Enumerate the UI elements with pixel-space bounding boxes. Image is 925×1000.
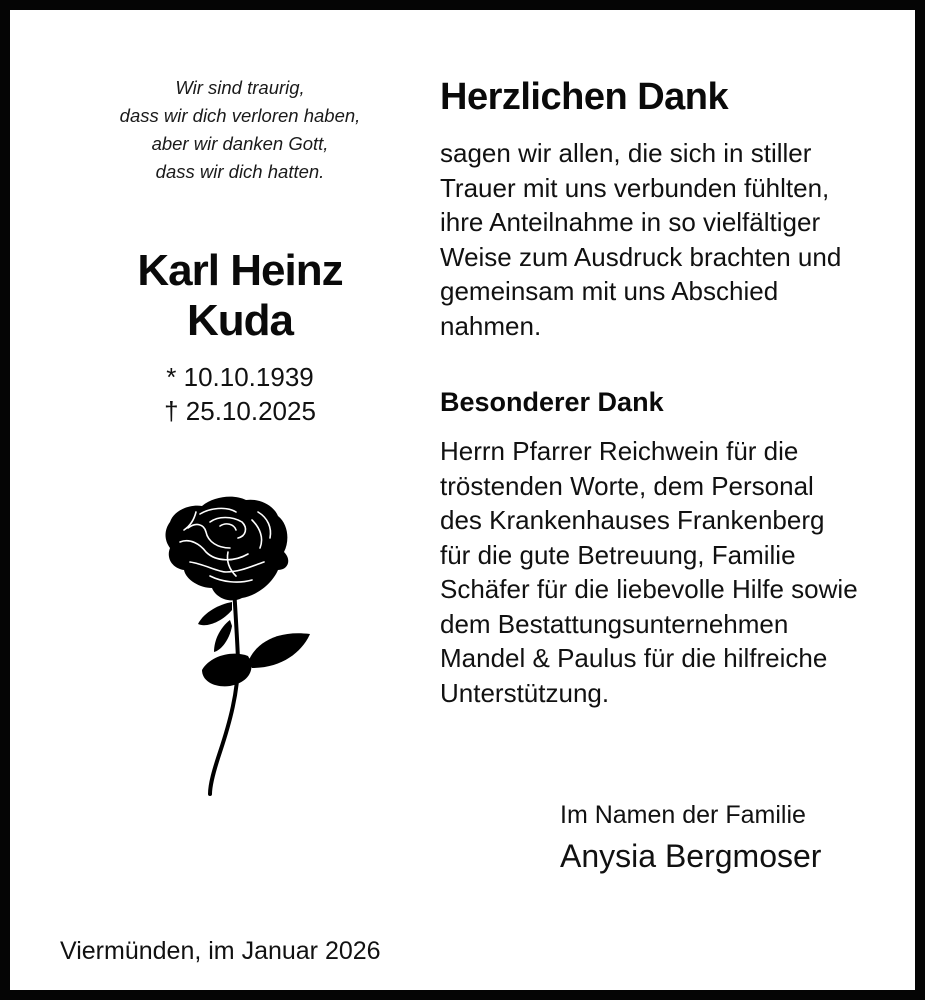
special-thanks-paragraph — [440, 434, 858, 710]
signature-name: Anysia Bergmoser — [560, 838, 822, 874]
main-title: Herzlichen Dank — [440, 76, 729, 118]
paragraph-line: Unterstützung. — [440, 677, 610, 708]
verse-line: Wir sind traurig, — [175, 77, 305, 98]
verse-line: aber wir danken Gott, — [151, 133, 329, 154]
death-date: † 25.10.2025 — [164, 396, 316, 426]
rose-icon — [160, 492, 320, 797]
paragraph-line: dem Bestattungsunternehmen — [440, 608, 789, 639]
verse-line: dass wir dich hatten. — [155, 161, 325, 182]
paragraph-line: Trauer mit uns verbunden fühlten, — [440, 172, 830, 203]
paragraph-line: sagen wir allen, die sich in stiller — [440, 138, 812, 168]
paragraph-line: ihre Anteilnahme in so vielfältiger — [440, 207, 821, 237]
life-dates — [70, 360, 410, 428]
paragraph-line: Mandel & Paulus für die hilfreiche — [440, 643, 828, 673]
paragraph-line: Herrn Pfarrer Reichwein für die — [440, 436, 799, 466]
birth-date: * 10.10.1939 — [166, 362, 314, 392]
deceased-name-line: Kuda — [187, 296, 293, 345]
place-date: Viermünden, im Januar 2026 — [60, 937, 381, 965]
thanks-paragraph — [440, 136, 841, 343]
verse-line: dass wir dich verloren haben, — [119, 105, 361, 126]
deceased-name-line: Karl Heinz — [137, 246, 343, 295]
paragraph-line: Schäfer für die liebevolle Hilfe sowie — [440, 574, 858, 604]
memorial-verse — [70, 74, 410, 186]
paragraph-line: für die gute Betreuung, Familie — [440, 539, 796, 570]
paragraph-line: Weise zum Ausdruck brachten und — [440, 241, 842, 272]
paragraph-line: nahmen. — [440, 310, 542, 341]
special-thanks-heading: Besonderer Dank — [440, 387, 664, 417]
signature-label: Im Namen der Familie — [560, 801, 806, 829]
paragraph-line: des Krankenhauses Frankenberg — [440, 505, 825, 535]
deceased-name — [70, 246, 410, 346]
paragraph-line: tröstenden Worte, dem Personal — [440, 470, 814, 501]
paragraph-line: gemeinsam mit uns Abschied — [440, 276, 779, 306]
